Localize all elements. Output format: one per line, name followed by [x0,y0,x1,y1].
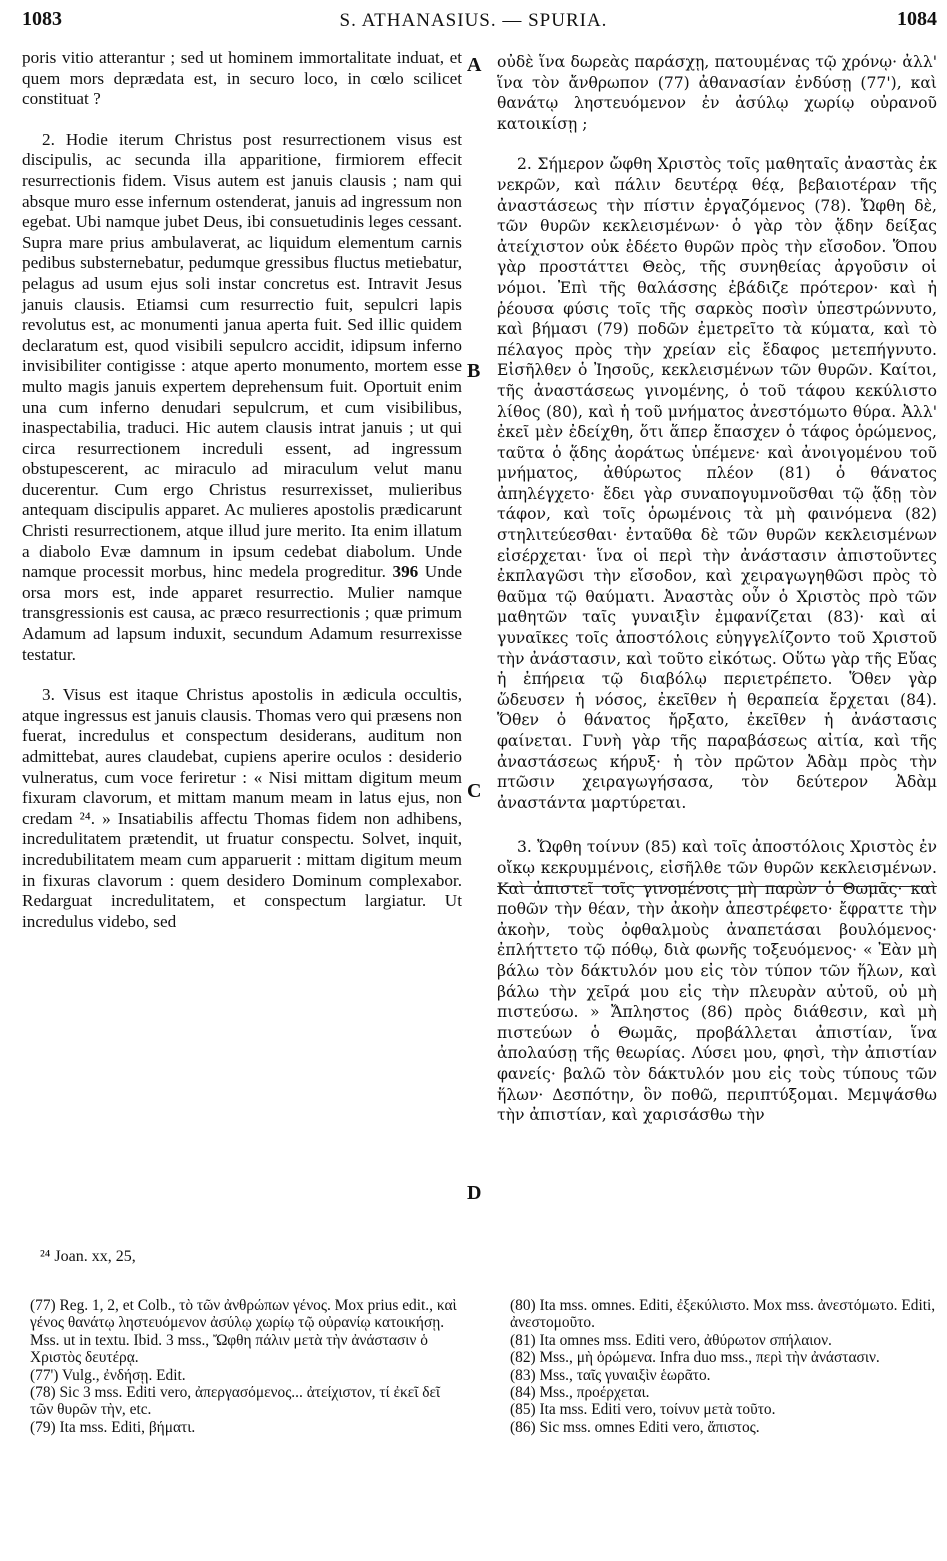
latin-paragraph-2 [22,130,462,665]
latin-paragraph-2-end: Unde orsa mors est, inde apparet resurrectio. Mulier namque transgressionis est causa, ac præco resurrectionis ; quæ primum Adamum ad lapsum induxit, secundum Adamum resurrexisse testatur. [22,562,463,664]
notes-left-column [30,1297,460,1436]
latin-paragraph-3: 3. Visus est itaque Christus apostolis in ædicula occultis, atque ingressus est januis clausis. Thomas vero qui præsens non fuerat, incredulus et conspectum desiderans, auditum non admittebat, aures claudebat, cupiens aperire oculos : desiderio vulneratus, cum voce feriretur : « Nisi mittam digitum meum fixuram clavorum, et mittam manum meam in latus ejus, non credam ²⁴. » Insatiabilis affectu Thomas fidem non adhibens, incredulitatem prætendit, ut fruatur conspectu. Solvet, inquit, incredubilitatem meam cum apparuerit : mittam digitum meum in fixuras clavorum : quem desidero Dominum complexabor. Redarguat incredulitatem, et conspectum largiatur. Ut incredulus videbo, sed [22,685,462,931]
margin-marker-a: A [467,54,482,76]
greek-column [497,52,937,1126]
note-item: (78) Sic 3 mss. Editi vero, ἀπεργασόμενος... ἀτείχιστον, τί ἐκεῖ δεῖ τῶν θυρῶν τὴν, etc. [30,1384,441,1419]
note-item: (82) Mss., μὴ ὁρώμενα. Infra duo mss., περὶ τὴν ἀνάστασιν. [510,1349,880,1367]
greek-section-rule [497,886,937,887]
page-number-inline: 396 [392,562,419,582]
page-header [0,0,947,40]
note-item: (77) Reg. 1, 2, et Colb., τὸ τῶν ἀνθρώπων γένος. Mox prius edit., καὶ γένος θανάτῳ ληστευόμενον ἀσύλῳ χωρίῳ τῷ οὐρανίῳ κατοικήσῃ. Mss. ut in textu. Ibid. 3 mss., Ὤφθη πάλιν μετὰ τὴν ἀνάστασιν ὁ Χριστὸς δευτέρᾳ. [30,1297,457,1367]
margin-marker-c: C [467,780,482,802]
latin-paragraph-2-text: 2. Hodie iterum Christus post resurrectionem visus est discipulis, ac secunda illa apparitione, firmiorem effecit resurrectionis fidem. Visus autem est januis clausis ; nam qui absque muro esse infernum ostenderat, januis ad ingressum non egebat. Ubi namque jubet Deus, ibi consuetudinis leges cessant. Supra mare prius ambulaverat, ac liquidum elementum carnis pedibus substernebatur, pedumque gressibus fluctus metiebatur, pelagus ad usum ejus soli instar concretus est. Intravit Jesus januis clausis. Etiamsi cum resurrectio fuit, sepulcri lapis revolutus est, ac monumenti janua aperta fuit. Sed illic quidem declaratum est, quod visibili sepulcro accidit, idipsum inferno invisibiliter contigisse : atque aperto monumento, mortem esse multo magis januis expertem deprehensum fuit. Oportuit enim una cum inferno denudari sepulcrum, et cum visibilibus, inaspectabilia, traduci. Hic autem clausis intrat januis ; ut qui circa resurrectionem increduli essent, ad ingressum obstupescerent, ac miraculo ad miraculum velut manu ducerentur. Cum ergo Christus resurrexisset, mulieribus antequam discipulis apparet. Ac mulieres apostolis prædicarunt Christi resurrectionem, atque illud jure merito. Ita enim illatum a diabolo Evæ damnum in ipsum cedebat diabolum. Unde namque processit morbus, hinc medela progreditur. [22,129,462,582]
note-item: (79) Ita mss. Editi, βήματι. [30,1418,196,1436]
margin-marker-d: D [467,1182,482,1204]
latin-paragraph-1: poris vitio atterantur ; sed ut hominem immortalitate induat, et quem mors deprædata est, in securo loco, in cœlo scilicet constituat ? [22,48,462,109]
running-title: S. ATHANASIUS. — SPURIA. [339,10,608,31]
note-item: (83) Mss., ταῖς γυναιξὶν ἑωρᾶτο. [510,1366,711,1384]
note-item: (85) Ita mss. Editi vero, τοίνυν μετὰ τοῦτο. [510,1401,776,1419]
column-number-left: 1083 [22,8,62,30]
note-item: (84) Mss., προέρχεται. [510,1384,650,1402]
note-item: (86) Sic mss. omnes Editi vero, ἄπιστος. [510,1418,760,1436]
scripture-footnote: ²⁴ Joan. xx, 25, [40,1248,136,1265]
column-number-right: 1084 [897,8,937,30]
note-item: (80) Ita mss. omnes. Editi, ἐξεκύλιστο. Mox mss. ἀνεστόμωτο. Editi, ἀνεστομοῦτο. [510,1297,936,1332]
margin-marker-b: B [467,360,481,382]
greek-paragraph-2: 2. Σήμερον ὤφθη Χριστὸς τοῖς μαθηταῖς ἀναστὰς ἐκ νεκρῶν, καὶ πάλιν δευτέρᾳ θέᾳ, βεβαιοτέραν τῆς ἀναστάσεως τὴν πίστιν ἐργαζόμενος (78). Ὤφθη δὲ, τῶν θυρῶν κεκλεισμένων· ὁ γὰρ τὸν ᾅδην δείξας ἀτείχιστον οὐκ ἐδέετο θυρῶν πρὸς τὴν εἴσοδον. Ὅπου γὰρ προστάττει Θεὸς, τῆς συνηθείας ἀργοῦσιν οἱ νόμοι. Ἐπὶ τῆς θαλάσσης ἐβάδιζε πρότερον· καὶ ἡ ῥέουσα φύσις τοῖς τῆς σαρκὸς ποσὶν ὑπεστρώννυτο, καὶ βήμασι (79) ποδῶν ἐμετρεῖτο τὰ κύματα, καὶ τὸ πέλαγος πρὸς τὴν χρείαν εἰς ἔδαφος μετεπήγνυτο. Εἰσῆλθεν ὁ Ἰησοῦς, κεκλεισμένων τῶν θυρῶν. Καίτοι, τῆς ἀναστάσεως γινομένης, ὁ τοῦ τάφου κεκύλιστο λίθος (80), καὶ ἡ τοῦ μνήματος ἀνεστόμωτο θύρα. Ἀλλ' ἐκεῖ μὲν ἐδείχθη, ὅτι ἅπερ ἔπασχεν ὁ τάφος ὁρώμενος, ταῦτα ὁ ᾅδης ἀοράτως ὑπέμενε· καὶ ἀνοιγομένου τοῦ μνήματος, ἀθύρωτος πλέον (81) ὁ θάνατος ἀπηλέγχετο· ἔδει γὰρ συναπογυμνοῦσθαι τῷ ᾅδῃ τὸν τάφον, καὶ τοῖς ὁρωμένοις τὰ μὴ φαινόμενα (82) στηλιτεύεσθαι· ἐνταῦθα δὲ τῶν θυρῶν κεκλεισμένων εἰσέρχεται· ἵνα οἱ περὶ τὴν ἀνάστασιν ἀπιστοῦντες ἐκπλαγῶσι τὴν εἴσοδον, καὶ χειραγωγηθῶσι πρὸς τὸ θαῦμα τῷ θαύματι. Ἀναστὰς οὖν ὁ Χριστὸς πρὸ τῶν μαθητῶν ταῖς γυναιξὶν ἐμφανίζεται (83)· καὶ αἱ γυναῖκες τοῖς ἀποστόλοις εὐηγγελίζοντο τοῦ Χριστοῦ τὴν ἀνάστασιν, καὶ τοῦτο εἰκότως. Οὕτω γὰρ τῆς Εὔας ἡ ἐπήρεια τῷ διαβόλῳ περιετρέπετο. Ὅθεν γὰρ ὥδευσεν ἡ νόσος, ἐκεῖθεν ἡ θεραπεία ἔρχεται (84). Ὅθεν ὁ θάνατος ἤρξατο, ἐκεῖθεν ἡ ἀνάστασις φαίνεται. Γυνὴ γὰρ τῆς παραβάσεως αἰτία, καὶ τῆς ἀναστάσεως κήρυξ· ἡ τὸν πρῶτον Ἀδὰμ πρὸς τὴν πτῶσιν χειραγωγήσασα, τὸν δεύτερον Ἀδὰμ ἀναστάντα μαρτύρεται. [497,155,937,812]
latin-column [22,48,462,932]
note-item: (81) Ita omnes mss. Editi vero, ἀθύρωτον σπήλαιον. [510,1331,832,1349]
greek-paragraph-1: οὐδὲ ἵνα δωρεὰς παράσχῃ, πατουμένας τῷ χρόνῳ· ἀλλ' ἵνα τὸν ἄνθρωπον (77) ἀθανασίαν ἐνδύσῃ (77'), καὶ θανάτῳ ληστευόμενον ἐν ἀσύλῳ χωρίῳ οὐρανοῦ κατοικίσῃ ; [497,53,937,133]
notes-right-column [510,1297,940,1436]
note-item: (77') Vulg., ἐνδήσῃ. Edit. [30,1366,186,1384]
greek-paragraph-3: 3. Ὤφθη τοίνυν (85) καὶ τοῖς ἀποστόλοις Χριστὸς ἐν οἴκῳ κεκρυμμένοις, εἰσῆλθε τῶν θυρῶν κεκλεισμένων. Καὶ ἀπιστεῖ τοῖς γινομένοις μὴ παρὼν ὁ Θωμᾶς· καὶ ποθῶν τὴν θέαν, τὴν ἀκοὴν ἀπεστρέφετο· ἔφραττε τὴν ἀκοὴν, τοὺς ὀφθαλμοὺς ἀναπετάσαι βουλόμενος· ἐπλήττετο τῷ πόθῳ, διὰ φωνῆς τοξευόμενος· « Ἐὰν μὴ βάλω τὸν δάκτυλόν μου εἰς τὸν τύπον τῶν ἥλων, καὶ βάλω τὴν χεῖρά μου εἰς τὴν πλευρὰν αὐτοῦ, οὐ μὴ πιστεύσω. » Ἄπληστος (86) πρὸς διάθεσιν, καὶ μὴ πιστεύων ὁ Θωμᾶς, προβάλλεται ἀπιστίαν, ἵνα ἀπολαύσῃ τῆς θεωρίας. Λύσει μου, φησὶ, τὴν ἀπιστίαν φανείς· βαλῶ τὸν δάκτυλόν μου εἰς τοὺς τύπους τῶν ἥλων· Δεσπότην, ὃν ποθῶ, περιπτύξομαι. Μεμψάσθω τὴν ἀπιστίαν, καὶ χαρισάσθω τὴν [497,838,937,1125]
